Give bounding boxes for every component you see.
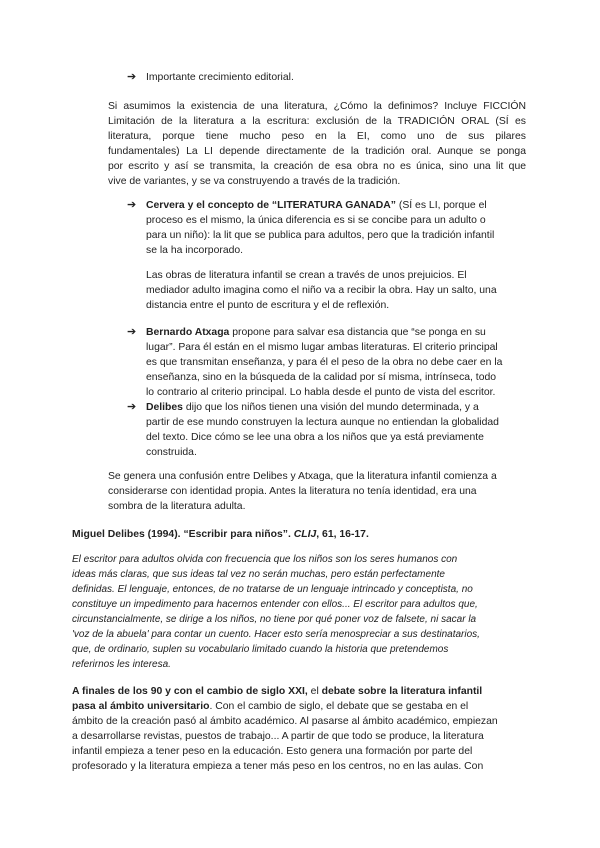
text-line: distancia entre el punto de escritura y el de reflexión. [146, 300, 390, 311]
text-line: referirnos les interesa. [72, 659, 171, 670]
text-line: sombra de la literatura adulta. [108, 501, 246, 512]
bullet-lead: Delibes [146, 402, 183, 413]
text-line: por escrito y así se transmita, la creación de esa obra no es única, sino una lit que [108, 161, 526, 172]
bold-text: A finales de los 90 y con el cambio de siglo XXI, [72, 686, 308, 697]
text-line: Se genera una confusión entre Delibes y Atxaga, que la literatura infantil comienza a [108, 471, 497, 482]
text-line: Si asumimos la existencia de una literatura, ¿Cómo la definimos? Incluye FICCIÓN [108, 101, 526, 112]
text-line: dijo que los niños tienen una visión del mundo determinada, y a [182, 402, 479, 413]
text-line: construida. [146, 447, 197, 458]
top-bullet-text: Importante crecimiento editorial. [146, 72, 294, 83]
text-line: para un niño): la lit que se publica para adultos, pero que la tradición infantil [146, 230, 495, 241]
text-line: vive de variantes, y se va construyendo a través de la tradición. [108, 176, 401, 187]
text-line: fundamentales) La LI depende directamente de la tradición oral. Aunque se ponga [108, 146, 526, 157]
text-line: (SÍ es LI, porque el [396, 200, 487, 211]
text-line: se la ha incorporado. [146, 245, 244, 256]
citation-author: Miguel Delibes (1994). “Escribir para niños”. [72, 529, 294, 540]
text-line: Limitación de la literatura a la escritura: exclusión de la TRADICIÓN ORAL (SÍ es [108, 116, 526, 127]
arrow-icon: ➔ [127, 71, 137, 83]
text-line: del texto. Dice cómo se lee una obra a los niños que ya está previamente [146, 432, 484, 443]
bullet-delibes [146, 400, 526, 460]
text-line: ideas más claras, que sus ideas tal vez no serán muchas, pero están perfectamente [72, 569, 445, 580]
citation-journal: CLIJ [293, 529, 317, 540]
text-line: mediador adulto imagina como el niño va a recibir la obra. Hay un salto, una [146, 285, 497, 296]
text-line: constituye un impedimento para hacernos entender con ellos... El escritor para adultos que, [72, 599, 478, 610]
text-line: definidas. El lenguaje, entonces, de no tratarse de un lenguaje intrincado y conceptista, no [72, 584, 473, 595]
quote-block [72, 552, 528, 672]
text-line: Las obras de literatura infantil se crean a través de unos prejuicios. El [146, 270, 467, 281]
bullet-cervera [146, 198, 526, 258]
text-line: circunstancialmente, se dirige a los niños, no tiene por qué poner voz de falsete, ni sacar la [72, 614, 477, 625]
citation-details: , 61, 16-17. [316, 529, 369, 540]
text-line: lo contrario al criterio principal. Lo habla desde el punto de vista del escritor. [146, 387, 496, 398]
bold-text: pasa al ámbito universitario [72, 701, 210, 712]
citation [72, 527, 532, 542]
text-line: proceso es el mismo, la única diferencia es si se concibe para un adulto o [146, 215, 486, 226]
text-line: 'voz de la abuela' para contar un cuento. Hacer esto sería menospreciar a sus destinatarios, [72, 629, 480, 640]
text-span: . Con el cambio de siglo, el debate que se gestaba en el [209, 701, 469, 712]
text-line: considerarse con identidad propia. Antes la literatura no tenía identidad, era una [108, 486, 477, 497]
text-line: a desarrollarse revistas, puestos de trabajo... A partir de que todo se produce, la literatura [72, 731, 484, 742]
paragraph-confusion [108, 469, 526, 514]
text-line: profesorado y la literatura empieza a tener más peso en los centros, no en las aulas. Con [72, 761, 484, 772]
bold-text: debate sobre la literatura infantil [321, 686, 483, 697]
bullet-lead: Bernardo Atxaga [146, 327, 230, 338]
arrow-icon: ➔ [127, 199, 137, 211]
paragraph-prejudices [146, 268, 526, 313]
bullet-lead: Cervera y el concepto de “LITERATURA GANADA” [146, 200, 396, 211]
paragraph-literature-definition [108, 99, 526, 189]
text-line: El escritor para adultos olvida con frecuencia que los niños son los seres humanos con [72, 554, 458, 565]
text-line: que, de ordinario, suplen su vocabulario limitado cuando la historia que pretendemos [72, 644, 449, 655]
text-line: infantil empieza a tener peso en la educación. Esto genera una formación por parte del [72, 746, 473, 757]
arrow-icon: ➔ [127, 326, 137, 338]
text-line: partir de ese mundo construyen la lectura aunque no entiendan la globalidad [146, 417, 499, 428]
text-line: propone para salvar esa distancia que “se ponga en su [229, 327, 486, 338]
text-line: ámbito de la creación pasó al ámbito académico. Al pasarse al ámbito académico, empiezan [72, 716, 498, 727]
text-span: el [307, 686, 322, 697]
text-line: literatura, porque tiene mucho peso en la EI, como uno de sus pilares [108, 131, 526, 142]
bullet-atxaga [146, 325, 526, 400]
text-line: enseñanza, sino en la búsqueda de la calidad por sí misma, intrínseca, todo [146, 372, 497, 383]
text-line: es que transmitan enseñanza, y para él el peso de la obra no debe caer en la [146, 357, 503, 368]
paragraph-university [72, 684, 528, 774]
arrow-icon: ➔ [127, 401, 137, 413]
text-line: lugar”. Para él están en el mismo lugar ambas literaturas. El criterio principal [146, 342, 498, 353]
